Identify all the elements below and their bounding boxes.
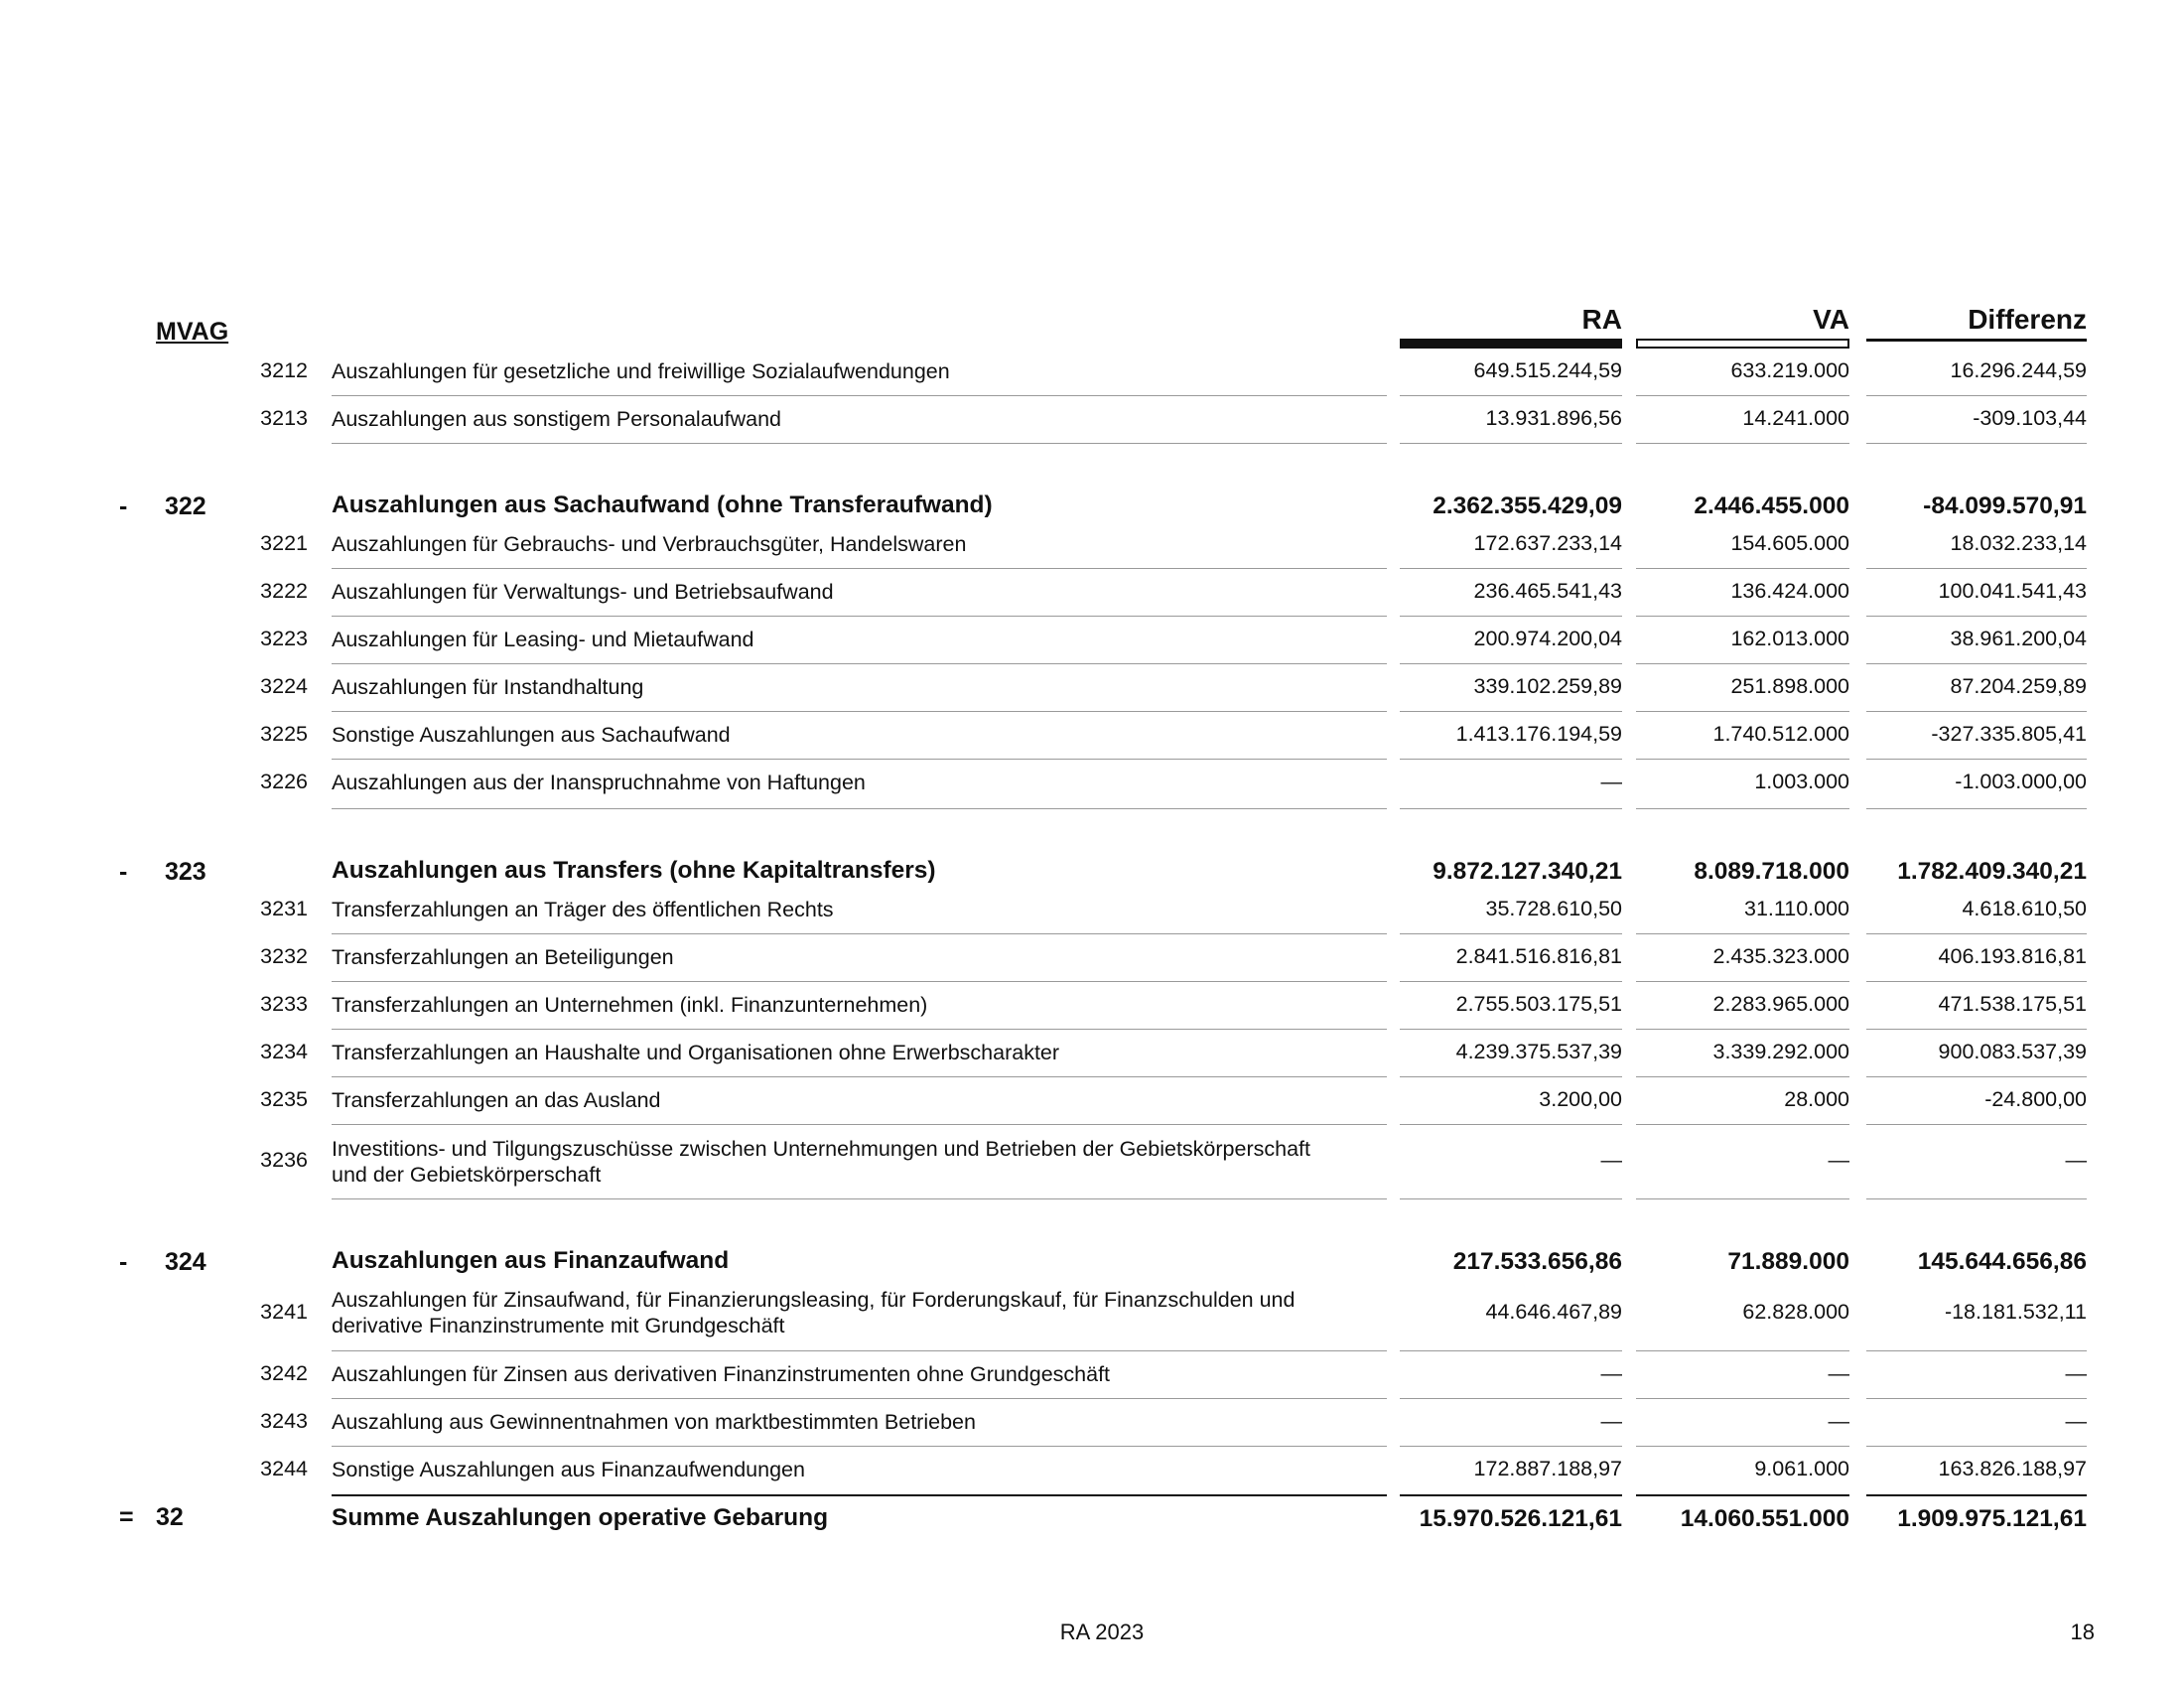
row-divider [1866,663,2087,664]
group-title: Auszahlungen aus Transfers (ohne Kapitaltransfers) [332,857,936,884]
value-va: 633.219.000 [1730,358,1849,382]
row-divider [332,1446,1387,1447]
row-divider [1636,568,1849,569]
row-divider [1400,568,1622,569]
account-description: Auszahlungen für Zinsen aus derivativen Finanzinstrumenten ohne Grundgeschäft [332,1362,1111,1386]
value-diff: -309.103,44 [1973,406,2087,430]
group-title: Auszahlungen aus Sachaufwand (ohne Transferaufwand) [332,492,993,518]
row-divider [1636,663,1849,664]
row-divider [1400,663,1622,664]
value-diff: 100.041.541,43 [1938,579,2087,603]
row-divider [1866,933,2087,934]
value-va: 162.013.000 [1730,627,1849,650]
row-divider [1636,395,1849,396]
value-diff: 900.083.537,39 [1938,1040,2087,1063]
account-code: 3231 [260,897,308,920]
value-diff: — [2065,1361,2087,1385]
group-value-diff: 1.782.409.340,21 [1897,858,2087,885]
row-divider [1866,1076,2087,1077]
value-ra: 172.637.233,14 [1473,531,1622,555]
row-divider [1866,711,2087,712]
row-divider [1400,1350,1622,1351]
total-sign: = [119,1503,134,1531]
value-diff: 87.204.259,89 [1950,674,2087,698]
value-ra: 44.646.467,89 [1485,1300,1622,1324]
value-va: 2.283.965.000 [1712,992,1849,1016]
row-divider [1866,1350,2087,1351]
group-value-va: 8.089.718.000 [1694,858,1849,885]
group-number: 324 [165,1248,206,1276]
value-va: 1.003.000 [1754,770,1849,793]
row-divider [1400,1124,1622,1125]
row-divider [1400,711,1622,712]
value-ra: 172.887.188,97 [1473,1457,1622,1480]
account-code: 3244 [260,1457,308,1480]
group-sign: - [119,858,128,886]
row-divider [332,568,1387,569]
group-sign: - [119,1248,128,1276]
row-divider [1866,568,2087,569]
row-divider [1636,616,1849,617]
row-divider [1866,443,2087,444]
row-divider [1636,1076,1849,1077]
row-divider [332,663,1387,664]
value-diff: 163.826.188,97 [1938,1457,2087,1480]
column-header-diff-rule [1866,339,2087,342]
value-ra: 13.931.896,56 [1485,406,1622,430]
value-diff: 4.618.610,50 [1962,897,2087,920]
account-description: Auszahlungen für gesetzliche und freiwillige Sozialaufwendungen [332,359,950,383]
value-va: 2.435.323.000 [1712,944,1849,968]
group-value-va: 2.446.455.000 [1694,492,1849,519]
account-code: 3232 [260,944,308,968]
row-divider [1866,1446,2087,1447]
value-ra: — [1600,1361,1622,1385]
account-description: Auszahlungen für Instandhaltung [332,675,644,699]
total-value-ra: 15.970.526.121,61 [1419,1505,1622,1532]
column-header-ra: RA [1581,304,1622,335]
value-ra: 2.841.516.816,81 [1455,944,1622,968]
row-divider [332,981,1387,982]
row-divider [1400,1446,1622,1447]
group-value-diff: -84.099.570,91 [1923,492,2087,519]
value-diff: 16.296.244,59 [1950,358,2087,382]
row-divider [1400,1398,1622,1399]
row-divider [332,933,1387,934]
column-header-va-rule [1636,339,1849,349]
row-divider [332,395,1387,396]
account-description: Sonstige Auszahlungen aus Finanzaufwendungen [332,1458,805,1481]
total-divider [1400,1494,1622,1496]
row-divider [332,616,1387,617]
value-va: 9.061.000 [1754,1457,1849,1480]
value-va: — [1828,1361,1849,1385]
row-divider [332,1350,1387,1351]
account-code: 3226 [260,770,308,793]
row-divider [332,1029,1387,1030]
total-number: 32 [156,1503,184,1531]
account-code: 3212 [260,358,308,382]
row-divider [332,443,1387,444]
value-diff: 38.961.200,04 [1950,627,2087,650]
row-divider [1636,1446,1849,1447]
account-description: Auszahlungen für Gebrauchs- und Verbrauchsgüter, Handelswaren [332,532,967,556]
account-code: 3241 [260,1300,308,1324]
row-divider [1636,759,1849,760]
value-ra: — [1600,1409,1622,1433]
column-header-diff: Differenz [1968,304,2087,335]
value-ra: — [1600,770,1622,793]
value-ra: — [1600,1148,1622,1172]
row-divider [1866,808,2087,809]
group-number: 323 [165,858,206,886]
account-code: 3221 [260,531,308,555]
row-divider [1400,933,1622,934]
row-divider [1400,1198,1622,1199]
account-description: Sonstige Auszahlungen aus Sachaufwand [332,723,731,747]
row-divider [1636,1124,1849,1125]
value-ra: 200.974.200,04 [1473,627,1622,650]
row-divider [1400,395,1622,396]
account-description: Auszahlungen für Verwaltungs- und Betriebsaufwand [332,580,834,604]
value-va: 136.424.000 [1730,579,1849,603]
value-diff: — [2065,1409,2087,1433]
value-ra: 35.728.610,50 [1485,897,1622,920]
row-divider [1400,616,1622,617]
row-divider [1636,933,1849,934]
account-description: Transferzahlungen an Haushalte und Organisationen ohne Erwerbscharakter [332,1041,1060,1064]
row-divider [1866,1124,2087,1125]
group-value-ra: 217.533.656,86 [1452,1248,1622,1275]
account-code: 3224 [260,674,308,698]
value-ra: 339.102.259,89 [1473,674,1622,698]
row-divider [332,759,1387,760]
group-number: 322 [165,492,206,520]
group-value-diff: 145.644.656,86 [1917,1248,2087,1275]
row-divider [1400,1029,1622,1030]
group-sign: - [119,492,128,520]
value-ra: 4.239.375.537,39 [1455,1040,1622,1063]
footer-report-label: RA 2023 [1059,1619,1145,1644]
row-divider [1400,759,1622,760]
group-value-ra: 2.362.355.429,09 [1433,492,1622,519]
account-description: Auszahlungen aus sonstigem Personalaufwand [332,407,781,431]
total-title: Summe Auszahlungen operative Gebarung [332,1504,829,1531]
row-divider [1636,1198,1849,1199]
value-va: 28.000 [1784,1087,1849,1111]
account-code: 3225 [260,722,308,746]
row-divider [1400,443,1622,444]
value-va: 31.110.000 [1743,897,1849,920]
account-code: 3243 [260,1409,308,1433]
value-va: 14.241.000 [1742,406,1849,430]
account-code: 3223 [260,627,308,650]
account-code: 3234 [260,1040,308,1063]
row-divider [332,711,1387,712]
account-description: Transferzahlungen an Träger des öffentlichen Rechts [332,898,834,921]
row-divider [1866,1029,2087,1030]
account-code: 3236 [260,1148,308,1172]
column-header-va: VA [1813,304,1849,335]
row-divider [1636,1350,1849,1351]
value-diff: -18.181.532,11 [1944,1300,2087,1324]
row-divider [1636,1398,1849,1399]
account-description: Auszahlung aus Gewinnentnahmen von marktbestimmten Betrieben [332,1410,976,1434]
row-divider [1866,616,2087,617]
row-divider [1636,1029,1849,1030]
total-divider [332,1494,1387,1496]
value-ra: 1.413.176.194,59 [1455,722,1622,746]
account-description: Auszahlungen für Zinsaufwand, für Finanzierungsleasing, für Forderungskauf, für Finanzschulden und derivative Finanzinstrumente mit Grundgeschäft [332,1288,1296,1337]
value-ra: 236.465.541,43 [1473,579,1622,603]
value-va: 3.339.292.000 [1712,1040,1849,1063]
group-value-ra: 9.872.127.340,21 [1433,858,1622,885]
account-description: Transferzahlungen an Unternehmen (inkl. Finanzunternehmen) [332,993,928,1017]
row-divider [332,1124,1387,1125]
value-diff: -24.800,00 [1984,1087,2087,1111]
value-va: — [1828,1409,1849,1433]
value-va: 251.898.000 [1730,674,1849,698]
account-code: 3213 [260,406,308,430]
value-va: — [1828,1148,1849,1172]
value-ra: 3.200,00 [1539,1087,1622,1111]
row-divider [1866,759,2087,760]
total-value-diff: 1.909.975.121,61 [1897,1505,2087,1532]
value-va: 1.740.512.000 [1712,722,1849,746]
row-divider [1636,711,1849,712]
total-divider [1866,1494,2087,1496]
row-divider [332,808,1387,809]
account-code: 3222 [260,579,308,603]
row-divider [1636,808,1849,809]
account-code: 3233 [260,992,308,1016]
value-diff: 406.193.816,81 [1938,944,2087,968]
total-value-va: 14.060.551.000 [1680,1505,1849,1532]
row-divider [332,1198,1387,1199]
row-divider [1866,1398,2087,1399]
group-title: Auszahlungen aus Finanzaufwand [332,1247,730,1274]
row-divider [1636,443,1849,444]
value-diff: -1.003.000,00 [1955,770,2087,793]
value-va: 154.605.000 [1730,531,1849,555]
value-ra: 2.755.503.175,51 [1455,992,1622,1016]
column-header-ra-rule [1400,339,1622,349]
value-diff: -327.335.805,41 [1931,722,2087,746]
value-va: 62.828.000 [1742,1300,1849,1324]
value-diff: 471.538.175,51 [1938,992,2087,1016]
row-divider [332,1398,1387,1399]
row-divider [1400,981,1622,982]
account-description: Transferzahlungen an das Ausland [332,1088,661,1112]
row-divider [1866,981,2087,982]
account-code: 3235 [260,1087,308,1111]
row-divider [1866,395,2087,396]
row-divider [332,1076,1387,1077]
account-description: Transferzahlungen an Beteiligungen [332,945,674,969]
value-diff: 18.032.233,14 [1950,531,2087,555]
mvag-header: MVAG [156,318,229,346]
group-value-va: 71.889.000 [1727,1248,1849,1275]
row-divider [1866,1198,2087,1199]
value-ra: 649.515.244,59 [1473,358,1622,382]
account-description: Auszahlungen aus der Inanspruchnahme von Haftungen [332,771,866,794]
row-divider [1636,981,1849,982]
account-description: Auszahlungen für Leasing- und Mietaufwand [332,628,754,651]
row-divider [1400,1076,1622,1077]
account-description: Investitions- und Tilgungszuschüsse zwischen Unternehmungen und Betrieben der Gebietskörperschaft und der Gebietskörperschaft [332,1137,1310,1187]
value-diff: — [2065,1148,2087,1172]
page-number: 18 [2070,1619,2095,1644]
account-code: 3242 [260,1361,308,1385]
total-divider [1636,1494,1849,1496]
row-divider [1400,808,1622,809]
